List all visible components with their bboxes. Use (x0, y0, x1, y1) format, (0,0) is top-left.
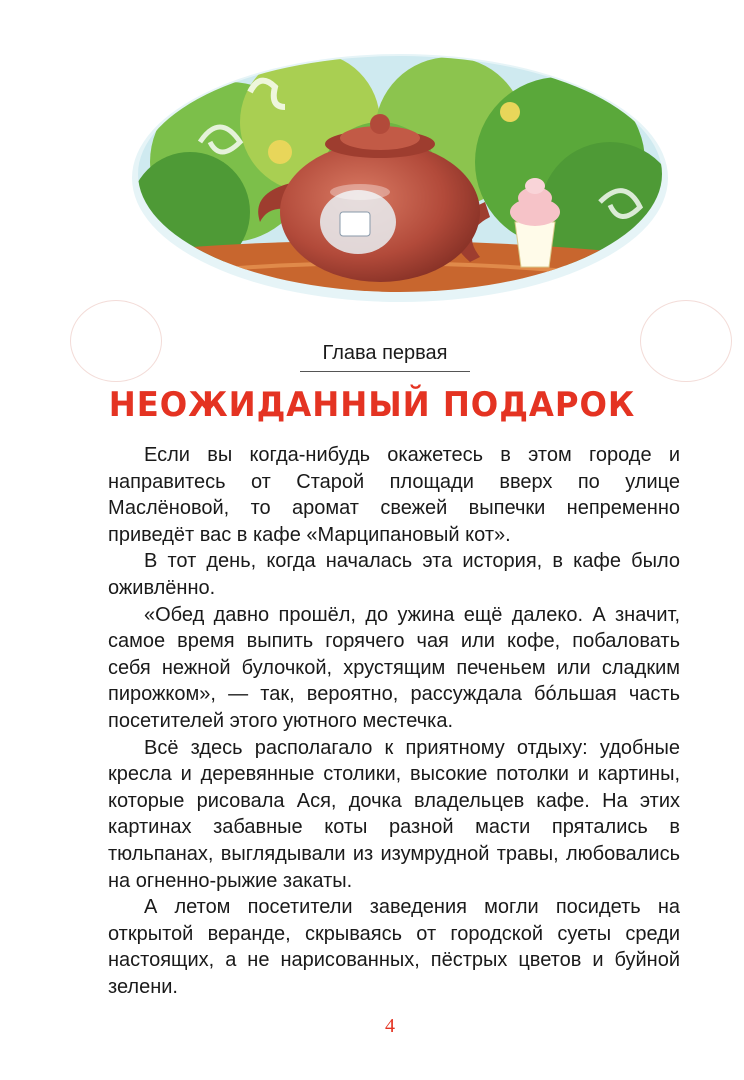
page-decoration-right (640, 300, 732, 382)
page-decoration-left (70, 300, 162, 382)
chapter-title: НЕОЖИДАННЫЙ ПОДАРОК (108, 385, 636, 425)
paragraph: В тот день, когда началась эта история, в кафе было оживлённо. (108, 550, 680, 599)
paragraph: «Обед давно прошёл, до ужина ещё далеко. А значит, самое время выпить горячего чая или кофе, побаловать себя нежной булочкой, хрустящим печеньем или сладким пирожком», — так, вероятно, рассуждала бóльшая часть посетителей этого уютного местечка. (108, 603, 680, 732)
paragraph: Всё здесь располагало к приятному отдыху: удобные кресла и деревянные столики, высокие потолки и картины, которые рисовала Ася, дочка владельцев кафе. На этих картинах забавные коты разной масти прятались в тюльпанах, выглядывали из изумрудной травы, любовались на огненно-рыжие закаты. (108, 736, 680, 892)
paragraph: А летом посетители заведения могли посидеть на открытой веранде, скрываясь от городской суеты среди настоящих, а не нарисованных, пёстрых цветов и буйной зелени. (108, 896, 680, 998)
page-number: 4 (385, 1015, 395, 1037)
paragraph: Если вы когда-нибудь окажетесь в этом городе и направитесь от Старой площади вверх по улице Маслёновой, то аромат свежей выпечки непременно приведёт вас в кафе «Марципановый кот». (108, 444, 680, 546)
teapot-illustration (130, 52, 670, 307)
chapter-body (108, 442, 680, 1000)
chapter-illustration (130, 52, 670, 307)
chapter-label: Глава первая (300, 342, 470, 372)
